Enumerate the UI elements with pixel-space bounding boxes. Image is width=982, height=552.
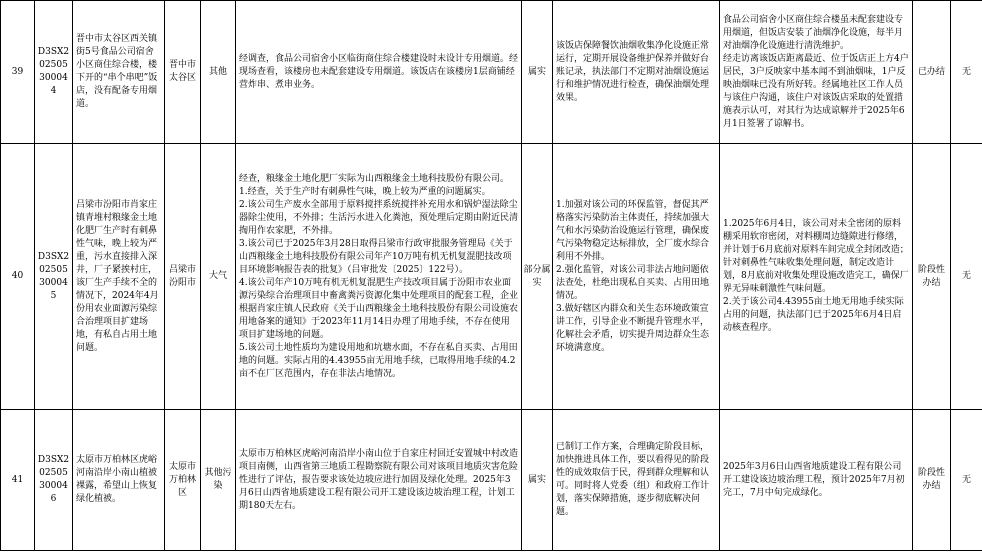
case-code: D3SX2 02505 30004 4 [35,1,73,144]
status-badge: 阶段性办结 [913,144,951,410]
handling-result: 1.2025年6月4日，该公司对未全密闭的原料棚采用软帘密闭，对料棚周边缝隙进行修缮，并计划于6月底前对原料车间完成全封闭改造；针对刺鼻性气味收集处理问题，制定改造计划，8月底前对收集处理设施改造完工，确保厂界无异味刺激性气味问题。 2.关于该公司4.43955亩土地无用地手续实际占用的问题，执法部门已于2025年6月4日启动核查程序。 [720,144,913,410]
verification-result: 部分属实 [522,144,553,410]
table-row [1,1,982,144]
verification-result: 属实 [522,1,553,144]
handling-result: 食品公司宿舍小区商住综合楼虽未配套建设专用烟道，但饭店安装了油烟净化设施，每半月对油烟净化设施进行清洗维护。 经走访离该饭店距离最近、位于饭店正上方4户居民，3户反映家中基本闻不到油烟味，1户反映油烟味已没有所好转。经属地社区工作人员与该住户沟通，该住户对该饭店采取的处置措施表示认可，对其行为达成谅解并于2025年6月1日签署了谅解书。 [720,1,913,144]
investigation-findings: 经查，粮缘金土地化肥厂实际为山西粮缘金土地科技股份有限公司。 1.经查，关于生产时有刺鼻性气味，晚上较为严重的问题属实。 2.该公司生产废水全部用于原料搅拌系统搅拌补充用水和锅炉湿法除尘器除尘使用，不外排；生活污水进入化粪池，预处理后定期由附近民清掏用作农家肥，不外排。 3.该公司已于2025年3月28日取得吕梁市行政审批服务管理局《关于山西粮缘金土地科技股份有限公司年产10万吨有机无机复混肥技改项目环境影响报告表的批复》（吕审批发〔2025〕122号）。 4.该公司年产10万吨有机无机复混肥生产技改项目属于汾阳市农业面源污染综合治理项目中畜禽粪污资源化集中处理项目的配套工程，企业根据肖家庄镇人民政府《关于山西粮缘金土地科技股份有限公司设施农用地备案的通知》于2023年11月14日办理了用地手续，不存在使用项目扩建场地的问题。 5.该公司土地性质均为建设用地和坑塘水面，不存在私自买卖、占用田地的问题。实际占用的4.43955亩无用地手续，已取得用地手续的4.2亩不在厂区范围内，存在非法占地情况。 [236,144,522,410]
accountability: 无 [951,144,982,410]
status-badge: 已办结 [913,1,951,144]
accountability: 无 [951,1,982,144]
pollution-type: 其他 [201,1,236,144]
case-code: D3SX2 02505 30004 5 [35,144,73,410]
accountability: 无 [951,410,982,551]
investigation-findings: 太原市万柏林区虎峪河南沿岸小南山位于自家庄村回迁安置城中村改造项目南侧，山西省第三地质工程勘察院有限公司对该项目地质灾害危险性进行了评估，报告要求该处边坡应进行加固及绿化处理。2025年3月6日山西省地质建设工程有限公司开工建设该边坡治理工程，计划工期180天左右。 [236,410,522,551]
table-row [1,144,982,410]
complaint-content: 太原市万柏林区虎峪河南沿岸小南山植被裸露，希望山上恢复绿化植被。 [73,410,165,551]
complaint-content: 晋中市太谷区西关镇街5号食品公司宿舍小区商住综合楼，楼下开的“串个串吧”饭店，没有配备专用烟道。 [73,1,165,144]
verification-result: 属实 [522,410,553,551]
row-number: 39 [1,1,35,144]
investigation-findings: 经调查，食品公司宿舍小区临街商住综合楼建设时未设计专用烟道。经现场查看，该楼房也未配套建设专用烟道。该饭店在该楼房1层商铺经营炸串、煮串业务。 [236,1,522,144]
status-badge: 阶段性办结 [913,410,951,551]
region: 吕梁市汾阳市 [165,144,201,410]
row-number: 41 [1,410,35,551]
complaint-content: 吕梁市汾阳市肖家庄镇青堆村粮缘金土地化肥厂生产时有刺鼻性气味，晚上较为严重，污水直接排入深井，厂子紧挨村庄，该厂生产手续不全的情况下，2024年4月份用农业面源污染综合治理项目扩建场地，有私自占用土地问题。 [73,144,165,410]
case-code: D3SX2 02505 30004 6 [35,410,73,551]
table-row [1,410,982,551]
rectification-measures: 1.加强对该公司的环保监管，督促其严格落实污染防治主体责任，持续加强大气和水污染防治设施运行管理，确保废气污染物稳定达标排放，全厂废水综合利用不外排。 2.强化监管，对该公司非法占地问题依法查处，杜绝出现私自买卖、占用田地情况。 3.做好辖区内群众和关生态环境政策宣讲工作，引导企业不断提升管理水平，化解社会矛盾，切实提升周边群众生态环境满意度。 [553,144,720,410]
row-number: 40 [1,144,35,410]
pollution-type: 大气 [201,144,236,410]
rectification-measures: 已制订工作方案，合理确定阶段目标，加快推进具体工作，要以看得见的阶段性的成效取信于民，得到群众理解和认可。同时将人党委（组）和政府工作计划，落实保障措施，逐步彻底解决问题。 [553,410,720,551]
pollution-type: 其他污染 [201,410,236,551]
handling-result: 2025年3月6日山西省地质建设工程有限公司开工建设该边坡治理工程，预计2025年7月初完工，7月中旬完成绿化。 [720,410,913,551]
region: 太原市万柏林区 [165,410,201,551]
region: 晋中市太谷区 [165,1,201,144]
rectification-measures: 该饭店保障餐饮油烟收集净化设施正常运行，定期开展设备维护保养并做好台账记录，执法部门不定期对油烟设施运行和维护情况进行检查，确保油烟处理效果。 [553,1,720,144]
